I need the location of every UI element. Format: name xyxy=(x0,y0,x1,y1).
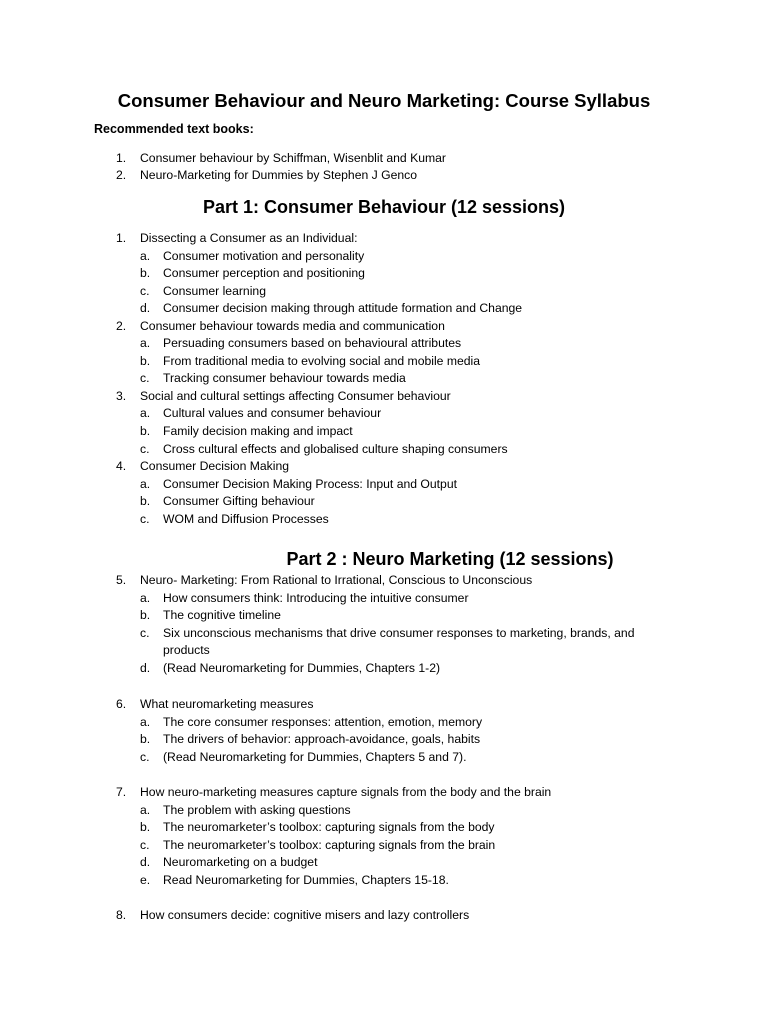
topic-letter: c. xyxy=(140,284,150,298)
topic-letter: b. xyxy=(140,732,151,746)
topic-letter: c. xyxy=(140,371,150,385)
topic-letter: c. xyxy=(140,442,150,456)
topic-letter: b. xyxy=(140,608,151,622)
session-title: Dissecting a Consumer as an Individual: xyxy=(140,231,358,245)
topic-text: Six unconscious mechanisms that drive consumer responses to marketing, brands, and products xyxy=(163,626,635,657)
topic-text: Consumer learning xyxy=(163,284,266,298)
topic-letter: b. xyxy=(140,354,151,368)
session-title: How neuro-marketing measures capture signals from the body and the brain xyxy=(140,785,552,799)
topic-letter: b. xyxy=(140,266,151,280)
topic-text: Consumer Gifting behaviour xyxy=(163,494,315,508)
session-title: Neuro- Marketing: From Rational to Irrational, Conscious to Unconscious xyxy=(140,573,533,587)
topic-text: From traditional media to evolving social and mobile media xyxy=(163,354,481,368)
page-title: Consumer Behaviour and Neuro Marketing: Course Syllabus xyxy=(117,90,651,111)
recommended-heading: Recommended text books: xyxy=(94,122,254,136)
topic-text: WOM and Diffusion Processes xyxy=(163,512,329,526)
topic-letter: c. xyxy=(140,750,150,764)
topic-text: The drivers of behavior: approach-avoidance, goals, habits xyxy=(163,732,481,746)
part2-heading: Part 2 : Neuro Marketing (12 sessions) xyxy=(286,549,614,569)
topic-text: How consumers think: Introducing the intuitive consumer xyxy=(163,591,469,605)
topic-text: The neuromarketer’s toolbox: capturing signals from the brain xyxy=(163,838,496,852)
topic-letter: c. xyxy=(140,512,150,526)
topic-letter: d. xyxy=(140,855,151,869)
topic-letter: a. xyxy=(140,591,151,605)
topic-text: The problem with asking questions xyxy=(163,803,351,817)
session-number: 7. xyxy=(116,785,127,799)
part1-heading: Part 1: Consumer Behaviour (12 sessions) xyxy=(202,197,566,217)
topic-letter: c. xyxy=(140,626,150,640)
topic-letter: d. xyxy=(140,661,151,675)
session-title: Consumer behaviour towards media and communication xyxy=(140,319,445,333)
session-number: 3. xyxy=(116,389,127,403)
topic-text: Consumer Decision Making Process: Input and Output xyxy=(163,477,457,491)
topic-letter: a. xyxy=(140,477,151,491)
topic-text: The neuromarketer’s toolbox: capturing signals from the body xyxy=(163,820,495,834)
session-number: 2. xyxy=(116,319,127,333)
topic-text: Consumer decision making through attitude formation and Change xyxy=(163,301,523,315)
topic-text: Tracking consumer behaviour towards media xyxy=(163,371,406,385)
session-title: How consumers decide: cognitive misers and lazy controllers xyxy=(140,908,470,922)
topic-text: The cognitive timeline xyxy=(163,608,281,622)
textbook-title: Neuro-Marketing for Dummies by Stephen J Genco xyxy=(140,168,418,182)
session-number: 5. xyxy=(116,573,127,587)
topic-text: Family decision making and impact xyxy=(163,424,353,438)
topic-letter: a. xyxy=(140,249,151,263)
topic-text: (Read Neuromarketing for Dummies, Chapters 5 and 7). xyxy=(163,750,467,764)
topic-letter: a. xyxy=(140,336,151,350)
topic-letter: d. xyxy=(140,301,151,315)
session-number: 1. xyxy=(116,231,127,245)
textbook-title: Consumer behaviour by Schiffman, Wisenblit and Kumar xyxy=(140,151,446,165)
topic-text: Cultural values and consumer behaviour xyxy=(163,406,382,420)
topic-letter: a. xyxy=(140,406,151,420)
topic-letter: c. xyxy=(140,838,150,852)
topic-text: Neuromarketing on a budget xyxy=(163,855,318,869)
topic-letter: b. xyxy=(140,494,151,508)
session-number: 8. xyxy=(116,908,127,922)
topic-text: (Read Neuromarketing for Dummies, Chapters 1-2) xyxy=(163,661,441,675)
topic-text: Cross cultural effects and globalised culture shaping consumers xyxy=(163,442,508,456)
textbook-number: 2. xyxy=(116,168,127,182)
topic-text: Read Neuromarketing for Dummies, Chapters 15-18. xyxy=(163,873,449,887)
topic-letter: b. xyxy=(140,424,151,438)
session-title: Consumer Decision Making xyxy=(140,459,290,473)
topic-text: The core consumer responses: attention, emotion, memory xyxy=(163,715,483,729)
topic-letter: a. xyxy=(140,715,151,729)
session-number: 4. xyxy=(116,459,127,473)
session-number: 6. xyxy=(116,697,127,711)
textbook-number: 1. xyxy=(116,151,127,165)
session-title: What neuromarketing measures xyxy=(140,697,314,711)
topic-text: Consumer perception and positioning xyxy=(163,266,365,280)
topic-letter: a. xyxy=(140,803,151,817)
topic-text: Persuading consumers based on behavioural attributes xyxy=(163,336,462,350)
topic-letter: b. xyxy=(140,820,151,834)
topic-letter: e. xyxy=(140,873,151,887)
topic-text: Consumer motivation and personality xyxy=(163,249,365,263)
session-title: Social and cultural settings affecting Consumer behaviour xyxy=(140,389,451,403)
